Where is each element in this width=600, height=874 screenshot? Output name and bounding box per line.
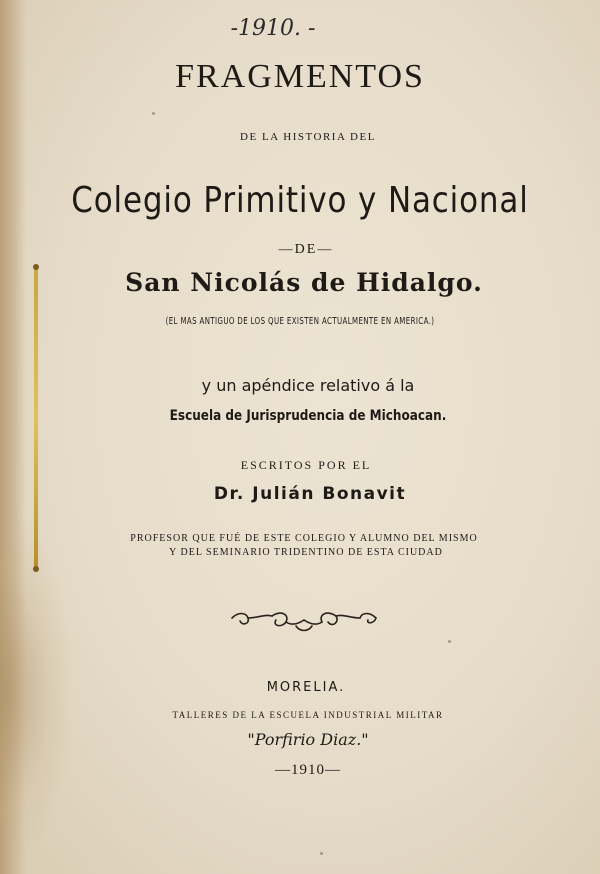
written-by-label: ESCRITOS POR EL — [240, 458, 372, 472]
college-saint-name: San Nicolás de Hidalgo. — [125, 268, 483, 297]
school-line: Escuela de Jurisprudencia de Michoacan. — [169, 408, 447, 424]
book-title: FRAGMENTOS — [175, 58, 425, 95]
printer-name: "Porfirio Diaz." — [247, 730, 369, 749]
paper-speck — [152, 112, 155, 115]
city-name: MORELIA. — [266, 680, 346, 695]
handwritten-date: -1910. - — [230, 16, 316, 41]
binding-stitch — [33, 566, 39, 572]
author-name: Dr. Julián Bonavit — [213, 484, 407, 504]
author-description-line1: PROFESOR QUE FUÉ DE ESTE COLEGIO Y ALUMNO DEL MISMO — [130, 533, 478, 544]
paper-speck — [448, 640, 451, 643]
binding-thread — [34, 266, 38, 568]
printer-line: TALLERES DE LA ESCUELA INDUSTRIAL MILITAR — [172, 710, 444, 720]
college-name: Colegio Primitivo y Nacional — [71, 180, 529, 221]
paper-speck — [320, 852, 323, 855]
publication-year: —1910— — [275, 762, 341, 778]
appendix-line: y un apéndice relativo á la — [201, 376, 415, 395]
author-description-line2: Y DEL SEMINARIO TRIDENTINO DE ESTA CIUDAD — [169, 547, 443, 558]
title-subtitle: DE LA HISTORIA DEL — [240, 131, 376, 143]
scroll-ornament-icon — [228, 606, 380, 634]
connector-word: —DE— — [278, 242, 334, 257]
parenthetical-note: (EL MAS ANTIGUO DE LOS QUE EXISTEN ACTUALMENTE EN AMERICA.) — [165, 316, 435, 327]
